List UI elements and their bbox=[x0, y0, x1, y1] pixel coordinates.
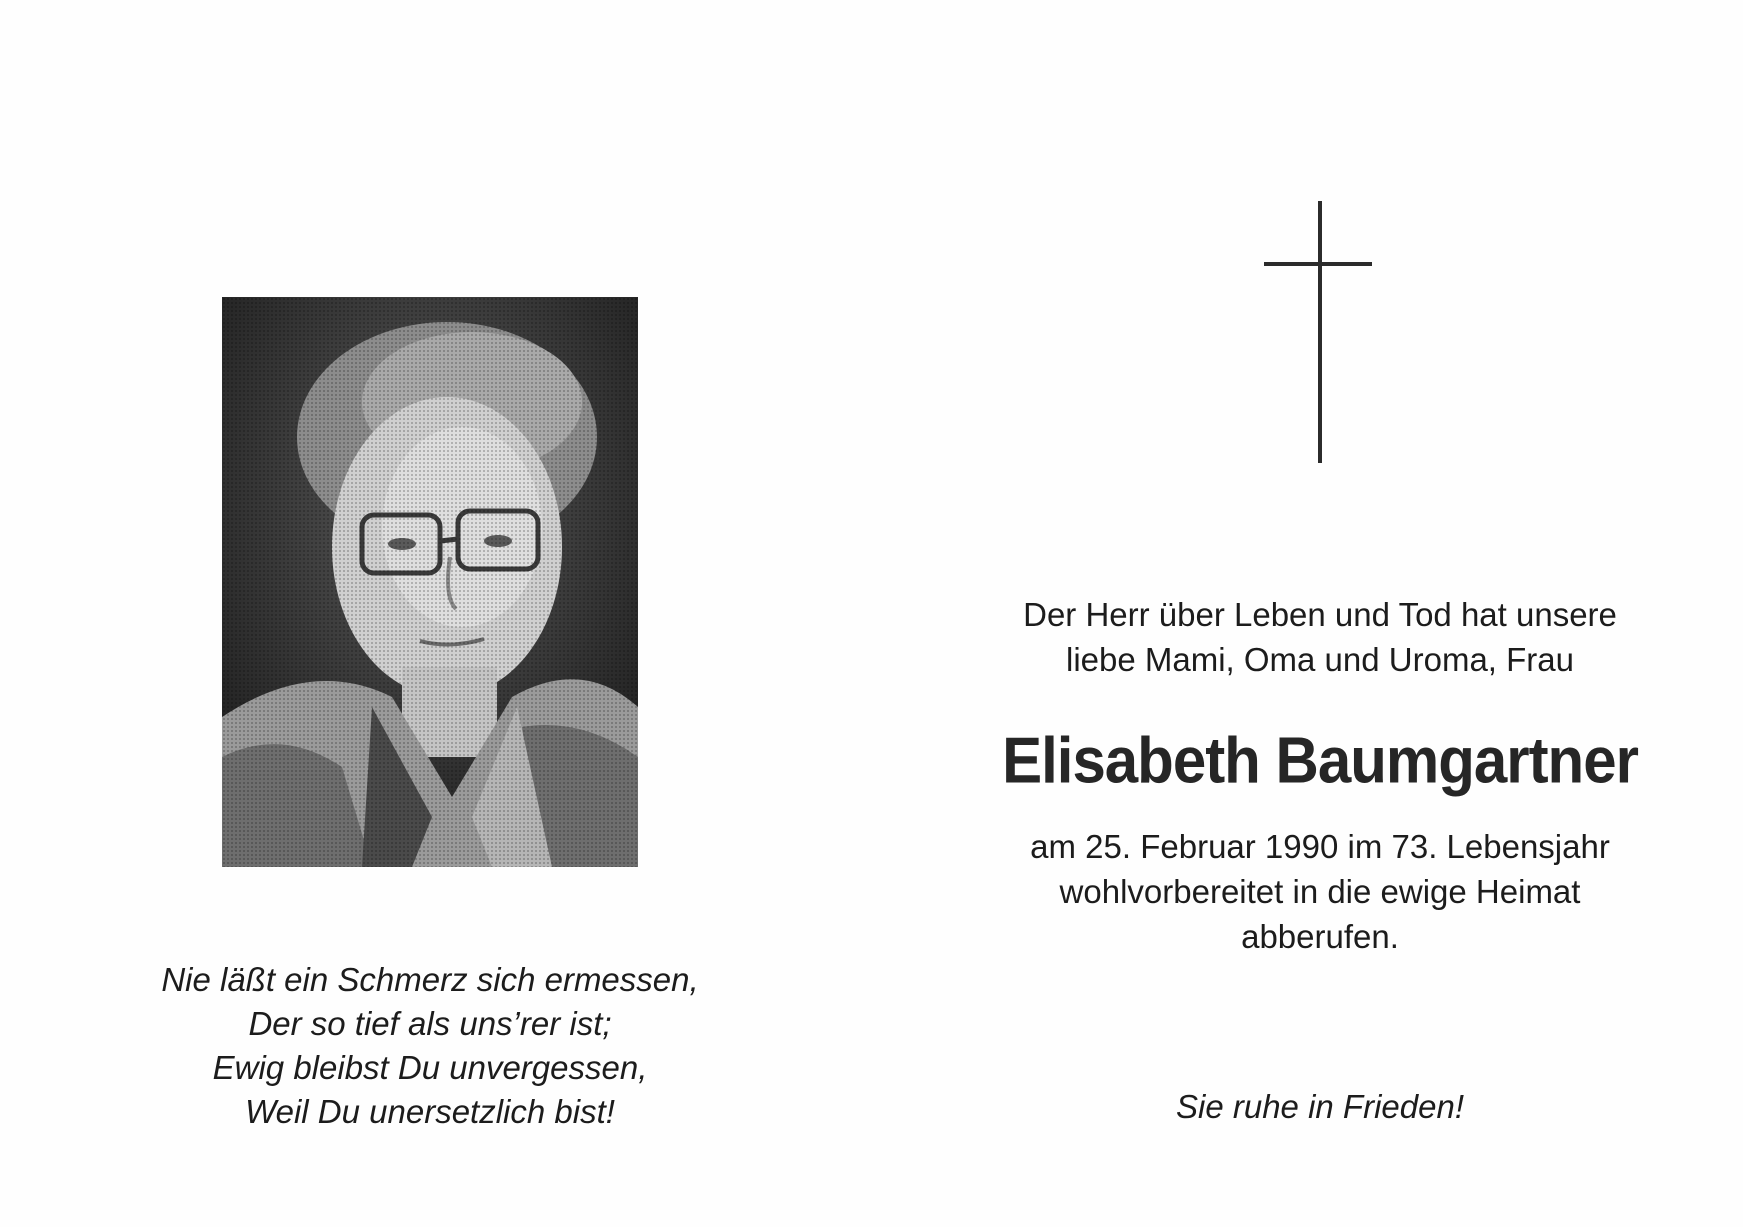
cross-vertical-bar bbox=[1318, 201, 1322, 463]
intro-line: Der Herr über Leben und Tod hat unsere bbox=[1023, 596, 1617, 633]
poem-line: Ewig bleibst Du unvergessen, bbox=[212, 1049, 648, 1086]
detail-line: am 25. Februar 1990 im 73. Lebensjahr bbox=[1030, 828, 1610, 865]
poem-line: Weil Du unersetzlich bist! bbox=[245, 1093, 615, 1130]
portrait-image bbox=[222, 297, 638, 867]
announcement-intro bbox=[960, 592, 1680, 682]
detail-line: abberufen. bbox=[1241, 918, 1399, 955]
announcement-details bbox=[960, 824, 1680, 959]
portrait-photo bbox=[222, 297, 638, 867]
closing-blessing: Sie ruhe in Frieden! bbox=[1176, 1088, 1464, 1125]
deceased-name: Elisabeth Baumgartner bbox=[1002, 724, 1638, 797]
memorial-poem bbox=[100, 958, 760, 1134]
poem-line: Der so tief als uns’rer ist; bbox=[248, 1005, 612, 1042]
poem-line: Nie läßt ein Schmerz sich ermessen, bbox=[161, 961, 699, 998]
detail-line: wohlvorbereitet in die ewige Heimat bbox=[1059, 873, 1581, 910]
cross-horizontal-bar bbox=[1264, 262, 1372, 266]
intro-line: liebe Mami, Oma und Uroma, Frau bbox=[1065, 641, 1574, 678]
